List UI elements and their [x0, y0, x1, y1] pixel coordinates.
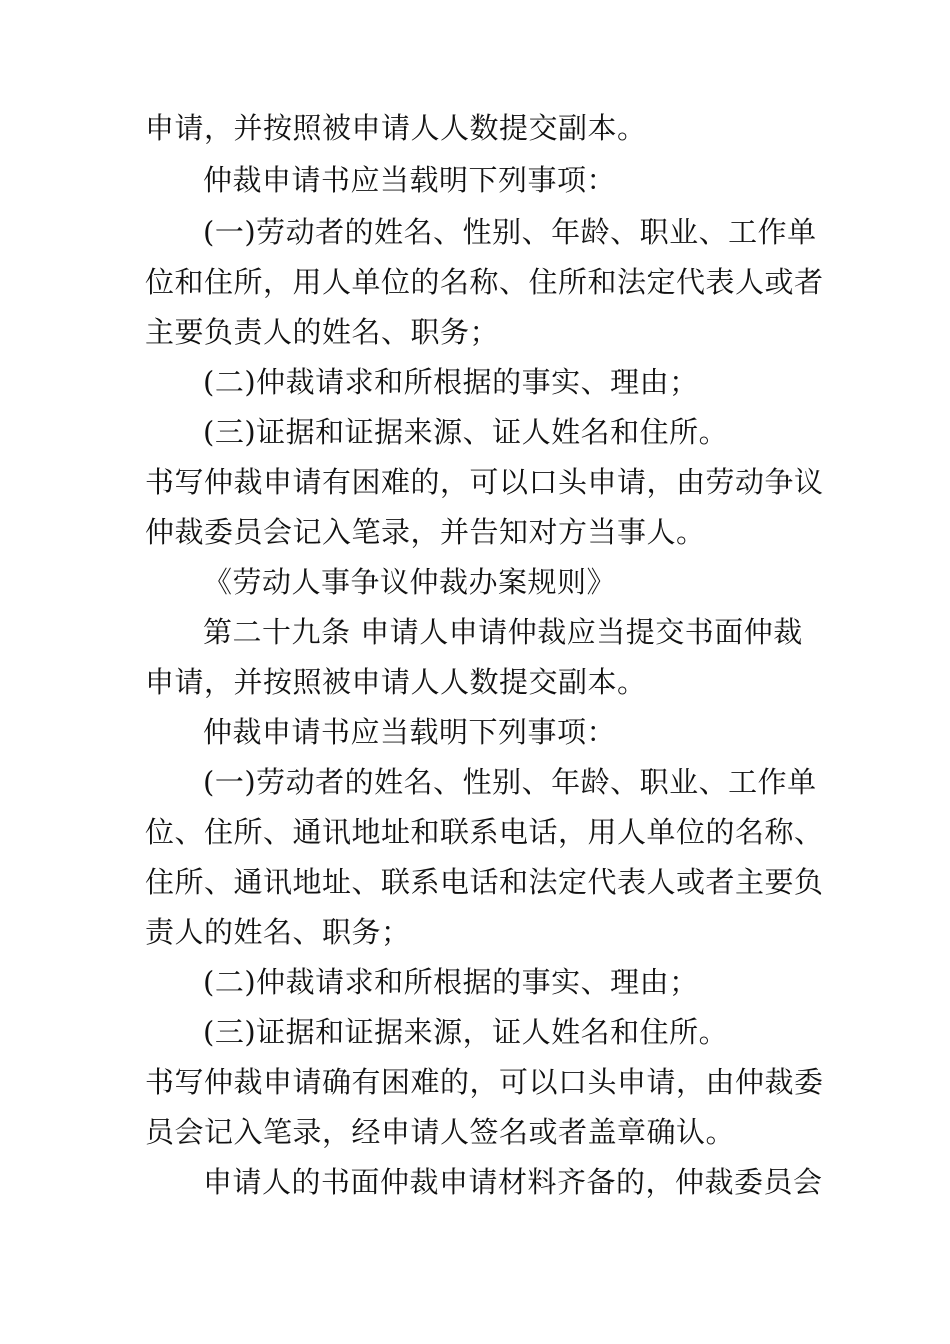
text-line: 书写仲裁申请有困难的，可以口头申请，由劳动争议 — [145, 465, 824, 499]
text-line: (三)证据和证据来源，证人姓名和住所。 — [203, 1015, 729, 1049]
text-line: (二)仲裁请求和所根据的事实、理由； — [203, 365, 699, 399]
text-line: 申请，并按照被申请人人数提交副本。 — [145, 111, 647, 145]
text-line: 责人的姓名、职务； — [145, 915, 411, 949]
text-line: 书写仲裁申请确有困难的，可以口头申请，由仲裁委 — [145, 1065, 824, 1099]
text-line: 仲裁申请书应当载明下列事项： — [203, 715, 617, 749]
text-line: 主要负责人的姓名、职务； — [145, 315, 500, 349]
text-line: 仲裁申请书应当载明下列事项： — [203, 163, 617, 197]
text-line: (三)证据和证据来源、证人姓名和住所。 — [203, 415, 729, 449]
text-line: (一)劳动者的姓名、性别、年龄、职业、工作单 — [203, 765, 817, 799]
text-line: 申请人的书面仲裁申请材料齐备的，仲裁委员会 — [203, 1165, 823, 1199]
text-line: (二)仲裁请求和所根据的事实、理由； — [203, 965, 699, 999]
text-line: 第二十九条 申请人申请仲裁应当提交书面仲裁 — [203, 615, 803, 649]
text-line: 《劳动人事争议仲裁办案规则》 — [203, 565, 617, 599]
text-line: 申请，并按照被申请人人数提交副本。 — [145, 665, 647, 699]
text-line: 位和住所，用人单位的名称、住所和法定代表人或者 — [145, 265, 824, 299]
text-line: 仲裁委员会记入笔录，并告知对方当事人。 — [145, 515, 706, 549]
text-line: 位、住所、通讯地址和联系电话，用人单位的名称、 — [145, 815, 824, 849]
text-line: 住所、通讯地址、联系电话和法定代表人或者主要负 — [145, 865, 824, 899]
text-line: (一)劳动者的姓名、性别、年龄、职业、工作单 — [203, 215, 817, 249]
text-line: 员会记入笔录，经申请人签名或者盖章确认。 — [145, 1115, 736, 1149]
